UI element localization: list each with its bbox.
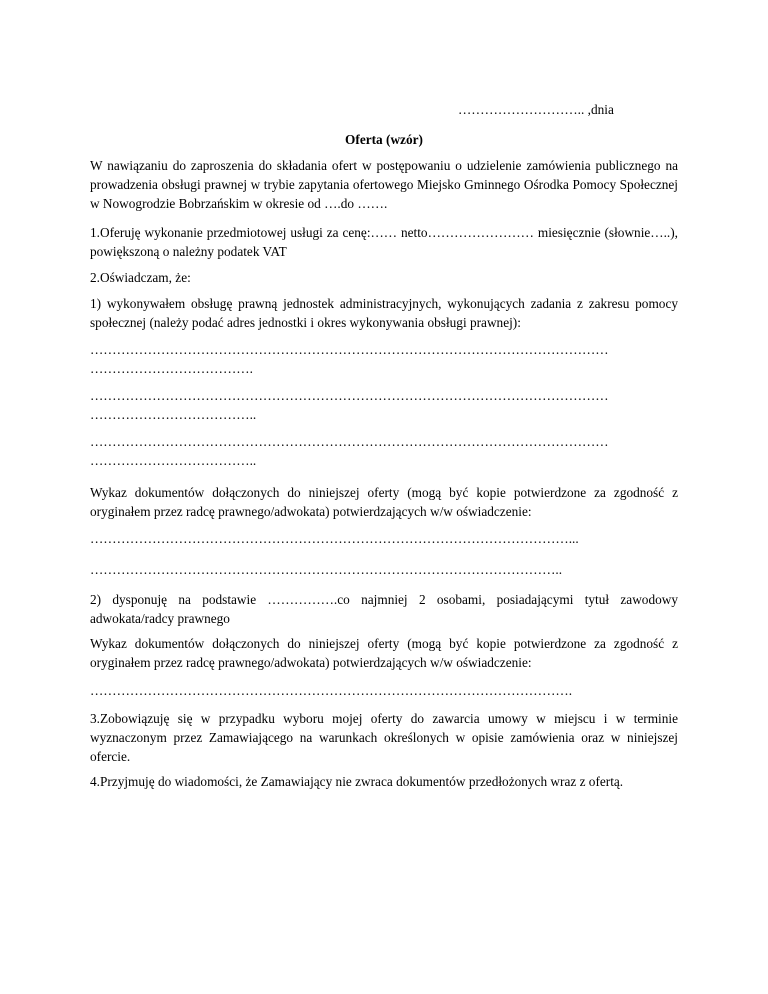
point-2-1-statement: 1) wykonywałem obsługę prawną jednostek administracyjnych, wykonujących zadania z zakresu pomocy społecznej (należy podać adres jednostki i okres wykonywania obsługi prawnej): [90,296,678,330]
documents-list-statement-1: Wykaz dokumentów dołączonych do niniejszej oferty (mogą być kopie potwierdzone za zgodność z oryginałem przez radcę prawnego/adwokata) potwierdzających w/w oświadczenie: [90,485,678,519]
fill-line: ………………………………………………………………………………………………. [90,683,573,698]
fill-line: ………………………………………………………………………………………………... [90,531,579,546]
point-3-statement: 3.Zobowiązuję się w przypadku wyboru mojej oferty do zawarcia umowy w miejscu i w terminie wyznaczonym przez Zamawiającego na warunkach określonych w opisie zamówienia oraz w niniejszej ofercie. [90,711,678,764]
document-title: Oferta (wzór) [345,132,423,147]
point-2-2-statement: 2) dysponuję na podstawie …………….co najmniej 2 osobami, posiadającymi tytuł zawodowy adwokata/radcy prawnego [90,592,678,626]
fill-line: ……………………………………………………………………………………………………… [90,434,609,449]
point-2-header: 2.Oświadczam, że: [90,270,191,285]
fill-line: ………………………………. [90,361,253,376]
intro-paragraph: W nawiązaniu do zaproszenia do składania ofert w postępowaniu o udzielenie zamówienia publicznego na prowadzenia obsługi prawnej w trybie zapytania ofertowego Miejsko Gminnego Ośrodka Pomocy Społecznej w Nowogrodzie Bobrzańskim w okresie od ….do ……. [90,158,678,211]
point-1-price: 1.Oferuję wykonanie przedmiotowej usługi za cenę:…… netto…………………… miesięcznie (słownie…..), powiększoną o należny podatek VAT [90,225,678,259]
fill-line: ……………………………….. [90,407,257,422]
fill-line: …………………………………………………………………………………………….. [90,562,563,577]
documents-list-statement-2: Wykaz dokumentów dołączonych do niniejszej oferty (mogą być kopie potwierdzone za zgodność z oryginałem przez radcę prawnego/adwokata) potwierdzających w/w oświadczenie: [90,636,678,670]
date-line: ……………………….. ,dnia [458,102,614,117]
fill-line: ……………………………………………………………………………………………………… [90,342,609,357]
fill-line: ……………………………….. [90,453,257,468]
fill-line: ……………………………………………………………………………………………………… [90,388,609,403]
point-4-statement: 4.Przyjmuję do wiadomości, że Zamawiający nie zwraca dokumentów przedłożonych wraz z ofertą. [90,774,624,789]
